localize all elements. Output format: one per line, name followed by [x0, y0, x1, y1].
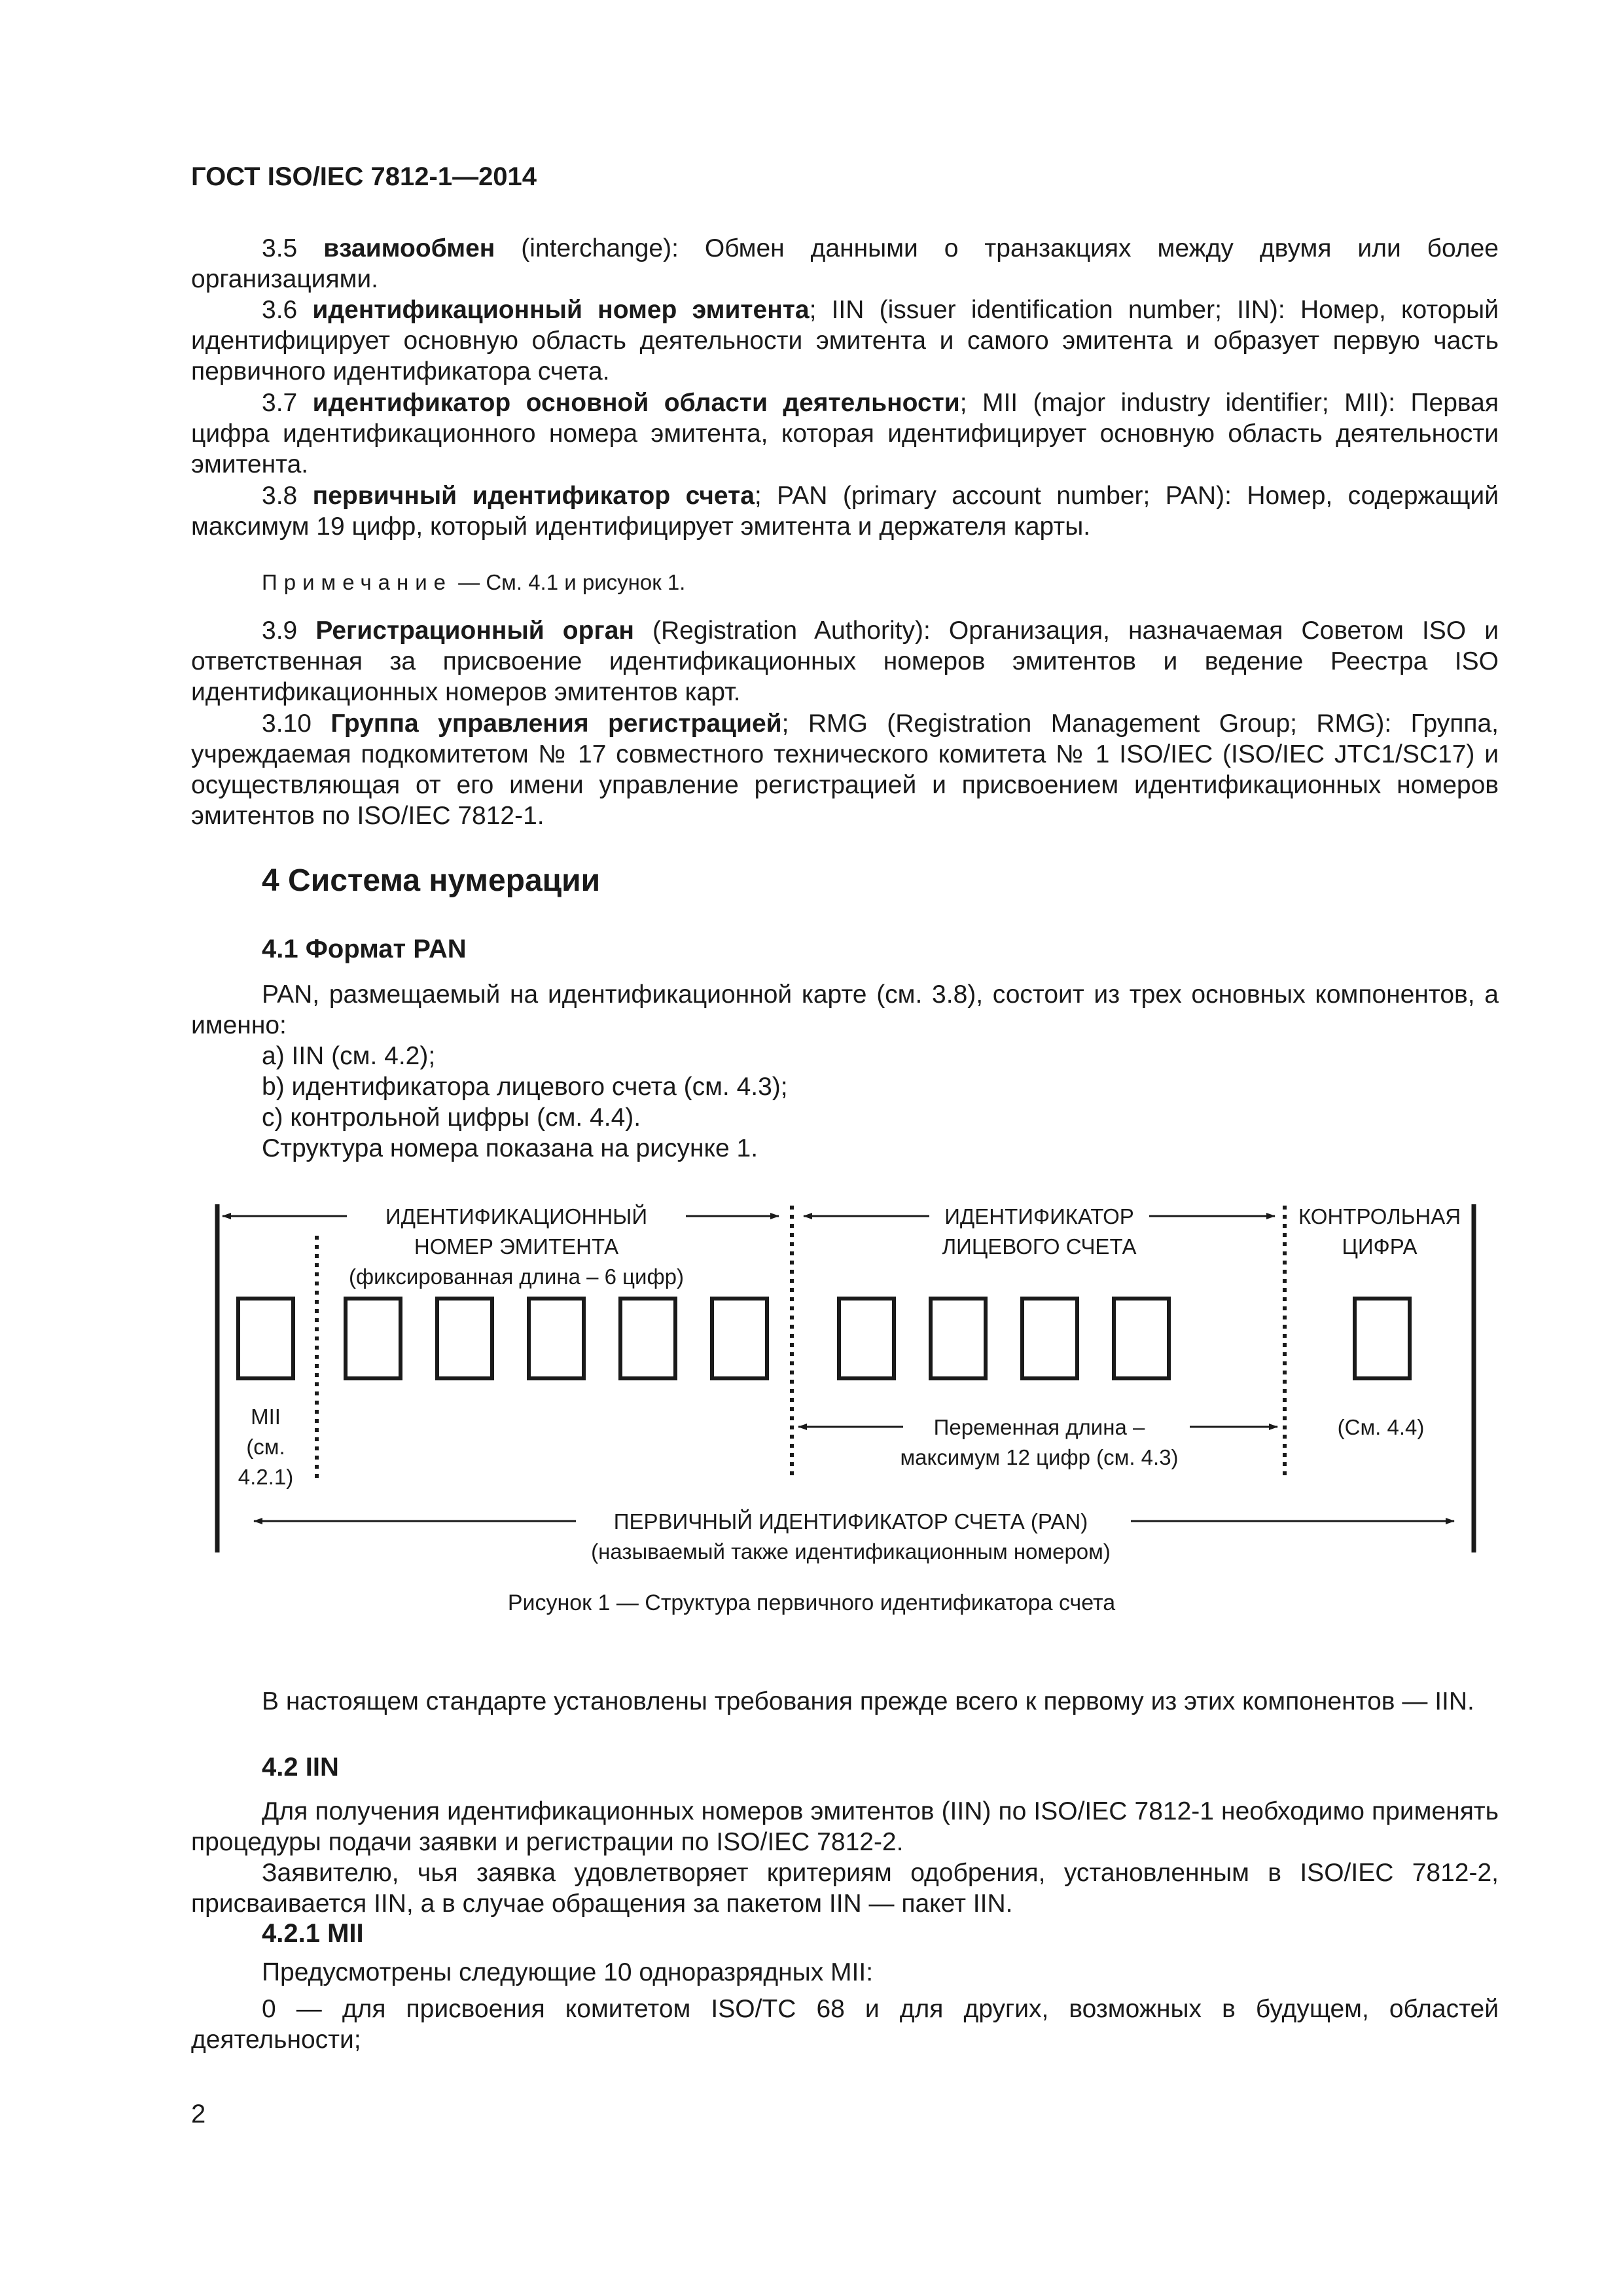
digit-box-iin-6: [712, 1299, 767, 1378]
account-label-line2: ЛИЦЕВОГО СЧЕТА: [942, 1234, 1137, 1259]
section-title: 4 Система нумерации: [262, 863, 601, 898]
definition-3-8: 3.8 первичный идентификатор счета; PAN (primary account number; PAN): Номер, содержащий максимум 19 цифр, который идентифицирует эмитента и держателя карты.: [191, 482, 1499, 541]
paragraph-mii-1: Предусмотрены следующие 10 одноразрядных MII:: [262, 1958, 874, 1986]
subsection-title-4-1: 4.1 Формат PAN: [262, 935, 467, 963]
variable-length-line2: максимум 12 цифр (см. 4.3): [900, 1445, 1179, 1469]
paragraph-pan-intro: PAN, размещаемый на идентификационной карте (см. 3.8), состоит из трех основных компонентов, а именно:: [191, 980, 1499, 1039]
check-label-line2: ЦИФРА: [1342, 1234, 1418, 1259]
definition-3-5: 3.5 взаимообмен (interchange): Обмен данными о транзакциях между двумя или более организациями.: [191, 234, 1499, 293]
digit-box-iin-3: [437, 1299, 492, 1378]
list-item-a: a) IIN (см. 4.2);: [262, 1042, 436, 1070]
iin-label-line2: НОМЕР ЭМИТЕНТА: [414, 1234, 619, 1259]
definition-3-6: 3.6 идентификационный номер эмитента; IIN (issuer identification number; IIN): Номер, который идентифицирует основную область деятельности эмитента и самого эмитента и образует первую часть первичного идентификатора счета.: [191, 296, 1499, 386]
paragraph-iin-1: Для получения идентификационных номеров эмитентов (IIN) по ISO/IEC 7812-1 необходимо применять процедуры подачи заявки и регистрации по ISO/IEC 7812-2.: [191, 1797, 1499, 1856]
definition-3-10: 3.10 Группа управления регистрацией; RMG (Registration Management Group; RMG): Группа, учреждаемая подкомитетом № 17 совместного технического комитета № 1 ISO/IEC (ISO/IEC JTC1/SC17) и осуществляющая от его имени управление регистрацией и присвоением идентификационных номеров эмитентов по ISO/IEC 7812-1.: [191, 709, 1499, 830]
figure-caption: Рисунок 1 — Структура первичного идентификатора счета: [507, 1590, 1116, 1615]
iin-label-line1: ИДЕНТИФИКАЦИОННЫЙ: [385, 1204, 648, 1229]
paragraph-mii-2: 0 — для присвоения комитетом ISO/TC 68 и для других, возможных в будущем, областей деятельности;: [191, 1995, 1499, 2054]
digit-box-mii: [238, 1299, 293, 1378]
digit-box-check: [1355, 1299, 1410, 1378]
note: Примечание — См. 4.1 и рисунок 1.: [262, 570, 686, 594]
check-label-line1: КОНТРОЛЬНАЯ: [1298, 1204, 1461, 1229]
mii-label-line3: 4.2.1): [238, 1465, 294, 1489]
definition-3-7: 3.7 идентификатор основной области деятельности; MII (major industry identifier; MII): Первая цифра идентификационного номера эмитента, которая идентифицирует основную область деятельности эмитента.: [191, 389, 1499, 478]
digit-box-iin-2: [346, 1299, 401, 1378]
document-header: ГОСТ ISO/IEC 7812-1—2014: [191, 162, 537, 191]
page-number: 2: [191, 2100, 206, 2128]
subsection-title-4-2: 4.2 IIN: [262, 1753, 339, 1782]
digit-box-account-1: [839, 1299, 894, 1378]
check-reference: (См. 4.4): [1337, 1415, 1425, 1439]
paragraph-iin-2: Заявителю, чья заявка удовлетворяет критериям одобрения, установленным в ISO/IEC 7812-2, присваивается IIN, а в случае обращения за пакетом IIN — пакет IIN.: [191, 1859, 1499, 1918]
mii-label-line2: (см.: [246, 1435, 285, 1459]
account-label-line1: ИДЕНТИФИКАТОР: [944, 1204, 1134, 1229]
mii-label-line1: MII: [251, 1405, 281, 1429]
pan-label-line2: (называемый также идентификационным номером): [591, 1539, 1111, 1564]
iin-label-line3: (фиксированная длина – 6 цифр): [349, 1265, 684, 1289]
digit-box-iin-5: [620, 1299, 675, 1378]
digit-box-account-3: [1022, 1299, 1077, 1378]
digit-box-iin-4: [529, 1299, 584, 1378]
pan-structure-figure: [0, 1178, 1623, 1571]
paragraph-after-figure: В настоящем стандарте установлены требования прежде всего к первому из этих компонентов — IIN.: [262, 1687, 1474, 1715]
digit-box-account-2: [931, 1299, 986, 1378]
list-item-c: c) контрольной цифры (см. 4.4).: [262, 1103, 641, 1132]
digit-box-account-4: [1114, 1299, 1169, 1378]
subsection-title-4-2-1: 4.2.1 MII: [262, 1919, 364, 1948]
variable-length-line1: Переменная длина –: [933, 1415, 1145, 1439]
paragraph-structure: Структура номера показана на рисунке 1.: [262, 1134, 758, 1162]
list-item-b: b) идентификатора лицевого счета (см. 4.3);: [262, 1073, 788, 1101]
pan-label-line1: ПЕРВИЧНЫЙ ИДЕНТИФИКАТОР СЧЕТА (PAN): [613, 1509, 1088, 1534]
definition-3-9: 3.9 Регистрационный орган (Registration Authority): Организация, назначаемая Советом ISO и ответственная за присвоение идентификационных номеров эмитентов и ведение Реестра ISO идентификационных номеров эмитентов карт.: [191, 617, 1499, 706]
